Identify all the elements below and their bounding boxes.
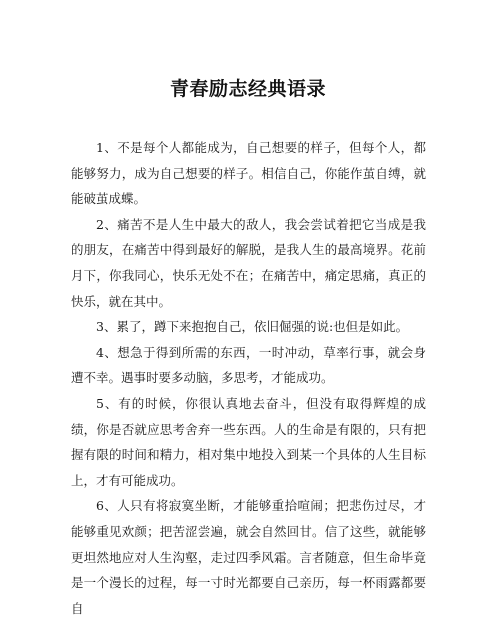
document-body [71, 135, 426, 621]
paragraph: 2、痛苦不是人生中最大的敌人，我会尝试着把它当成是我的朋友，在痛苦中得到最好的解脱，是我人生的最高境界。花前月下，你我同心，快乐无处不在；在痛苦中，痛定思痛，真正的快乐，就在其中。 [71, 216, 426, 309]
paragraph: 4、想急于得到所需的东西，一时冲动，草率行事，就会身遭不幸。遇事时要多动脑，多思考，才能成功。 [71, 344, 426, 386]
paragraph: 5、有的时候，你很认真地去奋斗，但没有取得辉煌的成绩，你是否就应思考舍弃一些东西。人的生命是有限的，只有把握有限的时间和精力，相对集中地投入到某一个具体的人生目标上，才有可能成功。 [71, 395, 426, 488]
paragraph: 1、不是每个人都能成为，自己想要的样子，但每个人，都能够努力，成为自己想要的样子。相信自己，你能作茧自缚，就能破茧成蝶。 [71, 140, 426, 207]
paragraph: 3、累了，蹲下来抱抱自己，依旧倔强的说:也但是如此。 [96, 319, 409, 335]
paragraph: 6、人只有将寂寞坐断，才能够重拾喧闹；把悲伤过尽，才能够重见欢颜；把苦涩尝遍，就会自然回甘。信了这些，就能够更坦然地应对人生沟壑，走过四季风霜。言者随意，但生命毕竟是一个漫长的过程，每一寸时光都要自己亲历，每一杯雨露都要自 [71, 498, 426, 616]
document-title: 青春励志经典语录 [169, 78, 326, 100]
